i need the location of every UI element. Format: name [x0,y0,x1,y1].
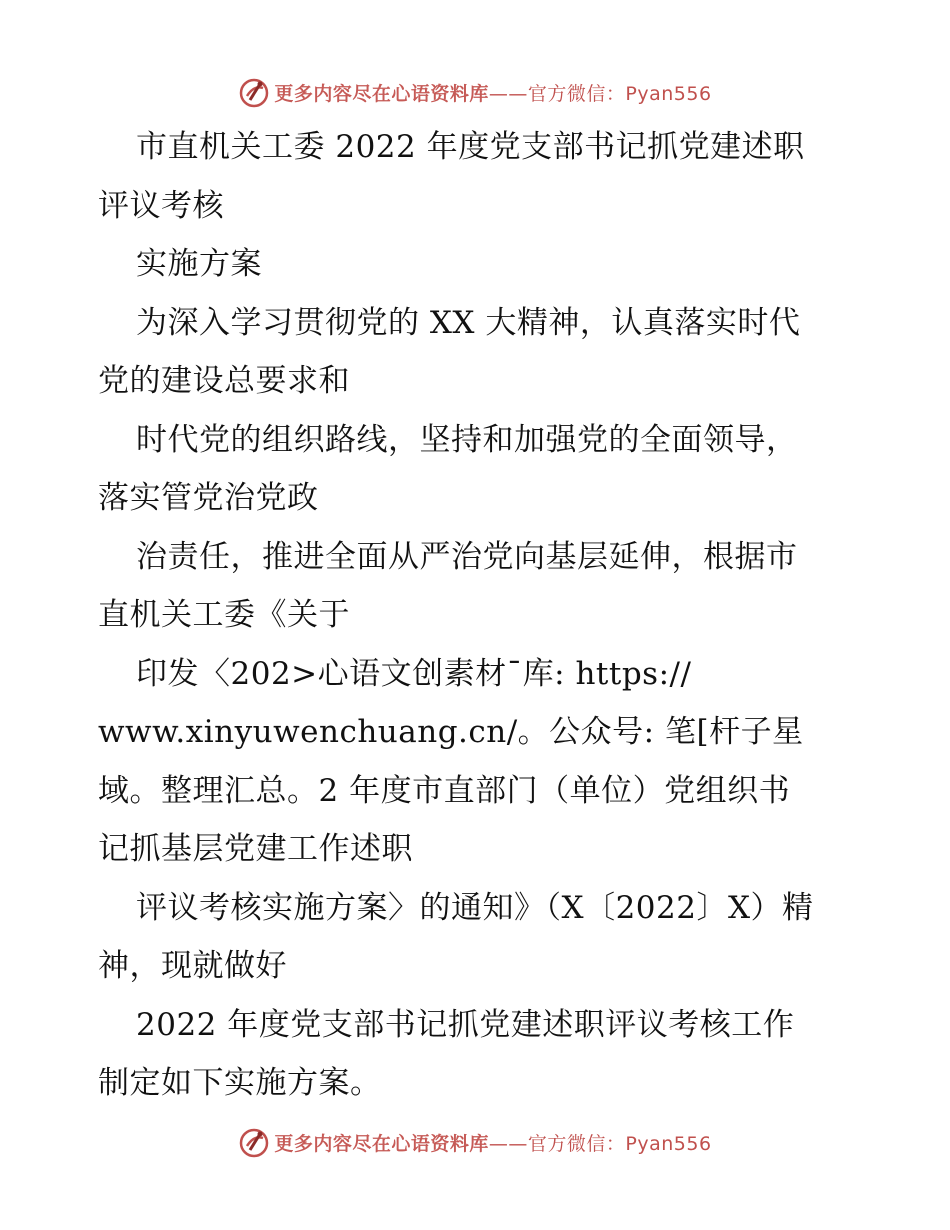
watermark-wechat-text: 官方微信：Pyan556 [527,82,712,105]
watermark-brand-text: 更多内容尽在心语资料库 [274,82,489,105]
body-line: 记抓基层党建工作述职 [98,831,413,867]
header-watermark [0,72,950,112]
body-line: 实施方案 [136,246,262,282]
body-line: 2022 年度党支部书记抓党建述职评议考核工作 [136,1006,795,1043]
body-line: 评议考核实施方案〉的通知》（X〔2022〕X）精 [136,889,814,926]
body-line: 市直机关工委 2022 年度党支部书记抓党建述职 [136,129,805,165]
watermark-separator: —— [488,1132,528,1155]
body-line: 党的建设总要求和 [98,363,350,399]
library-logo-icon [238,76,270,108]
body-line: 制定如下实施方案。 [98,1065,382,1101]
body-line: www.xinyuwenchuang.cn/。公众号: 笔[杆子星 [98,714,804,750]
document-body [98,118,858,1113]
watermark-brand-text: 更多内容尽在心语资料库 [274,1132,489,1155]
body-line: 评议考核 [98,187,224,224]
body-line: 为深入学习贯彻党的 XX 大精神，认真落实时代 [136,304,801,341]
body-line: 直机关工委《关于 [98,597,350,633]
body-line: 印发〈202>心语文创素材¯库: https:// [136,655,692,692]
body-line: 域。整理汇总。2 年度市直部门（单位）党组织书 [98,772,791,809]
watermark-separator: —— [488,82,528,105]
body-line: 时代党的组织路线，坚持和加强党的全面领导， [136,421,798,458]
body-line: 神，现就做好 [98,948,287,984]
watermark-wechat-text: 官方微信：Pyan556 [527,1132,712,1155]
body-line: 治责任，推进全面从严治党向基层延伸，根据市 [136,538,798,575]
library-logo-icon [238,1126,270,1158]
body-line: 落实管党治党政 [98,480,319,516]
footer-watermark [0,1122,950,1162]
